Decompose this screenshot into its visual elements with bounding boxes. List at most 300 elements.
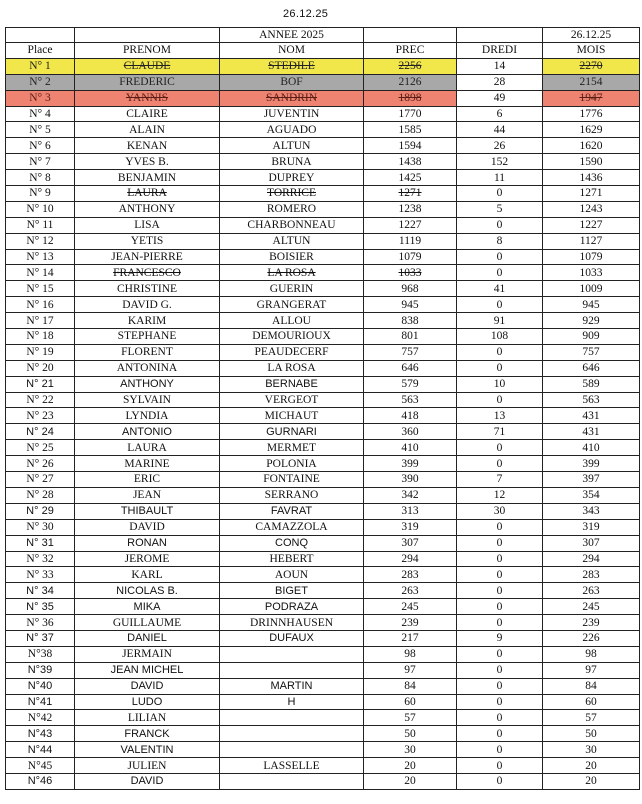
table-row <box>6 519 640 535</box>
cell-mois: 1776 <box>543 106 640 122</box>
cell-mois: 1271 <box>543 186 640 202</box>
table-row <box>6 360 640 376</box>
header-row-top <box>6 28 640 43</box>
cell-place: N° 31 <box>6 535 75 551</box>
cell-dredi: 0 <box>457 773 543 789</box>
cell-prenom: JEAN MICHEL <box>75 662 220 678</box>
table-row <box>6 138 640 154</box>
cell-mois: 319 <box>543 519 640 535</box>
table-row <box>6 344 640 360</box>
cell-nom: POLONIA <box>220 456 364 472</box>
cell-nom: CONQ <box>220 535 364 551</box>
cell-nom: VERGEOT <box>220 392 364 408</box>
cell-mois: 60 <box>543 694 640 710</box>
table-row <box>6 456 640 472</box>
cell-mois: 57 <box>543 710 640 726</box>
column-header-place: Place <box>6 43 75 59</box>
cell-nom: BOF <box>220 74 364 90</box>
cell-prec: 319 <box>364 519 457 535</box>
table-row <box>6 392 640 408</box>
cell-prenom: YETIS <box>75 233 220 249</box>
cell-place: N° 20 <box>6 360 75 376</box>
table-row <box>6 249 640 265</box>
cell-mois: 263 <box>543 583 640 599</box>
cell-nom: PODRAZA <box>220 599 364 615</box>
cell-place: N° 2 <box>6 74 75 90</box>
cell-nom: LASSELLE <box>220 758 364 774</box>
cell-mois: 20 <box>543 773 640 789</box>
cell-prec: 646 <box>364 360 457 376</box>
table-row <box>6 773 640 789</box>
cell-place: N° 25 <box>6 440 75 456</box>
cell-mois: 294 <box>543 551 640 567</box>
cell-dredi: 0 <box>457 456 543 472</box>
cell-mois: 563 <box>543 392 640 408</box>
cell-prenom: DAVID <box>75 773 220 789</box>
cell-prenom: ANTHONY <box>75 201 220 217</box>
cell-prec: 1079 <box>364 249 457 265</box>
table-row <box>6 742 640 758</box>
cell-prec: 84 <box>364 678 457 694</box>
cell-mois: 1243 <box>543 201 640 217</box>
cell-place: N° 11 <box>6 217 75 233</box>
cell-prenom: RONAN <box>75 535 220 551</box>
cell-prenom: JEAN <box>75 487 220 503</box>
cell-place: N° 24 <box>6 424 75 440</box>
cell-place: N°44 <box>6 742 75 758</box>
cell-dredi: 0 <box>457 567 543 583</box>
table-row <box>6 58 640 74</box>
cell-mois: 757 <box>543 344 640 360</box>
cell-nom: MICHAUT <box>220 408 364 424</box>
table-row <box>6 424 640 440</box>
cell-mois: 646 <box>543 360 640 376</box>
cell-dredi: 0 <box>457 186 543 202</box>
cell-nom: JUVENTIN <box>220 106 364 122</box>
table-row <box>6 567 640 583</box>
cell-prenom: YVES B. <box>75 154 220 170</box>
cell-prec: 2126 <box>364 74 457 90</box>
cell-prec: 1227 <box>364 217 457 233</box>
cell-mois: 1127 <box>543 233 640 249</box>
cell-prec: 1898 <box>364 90 457 106</box>
cell-prec: 98 <box>364 646 457 662</box>
cell-nom: BOISIER <box>220 249 364 265</box>
ranking-table <box>5 27 640 790</box>
cell-prec: 757 <box>364 344 457 360</box>
cell-prec: 410 <box>364 440 457 456</box>
cell-prenom: FRANCK <box>75 726 220 742</box>
cell-dredi: 0 <box>457 265 543 281</box>
cell-prenom: CHRISTINE <box>75 281 220 297</box>
cell-prenom: JULIEN <box>75 758 220 774</box>
table-row <box>6 440 640 456</box>
column-header-nom: NOM <box>220 43 364 59</box>
table-row <box>6 599 640 615</box>
cell-place: N° 21 <box>6 376 75 392</box>
cell-prec: 1594 <box>364 138 457 154</box>
cell-prec: 217 <box>364 630 457 646</box>
cell-prenom: DAVID <box>75 519 220 535</box>
cell-prec: 1770 <box>364 106 457 122</box>
cell-prenom: DAVID <box>75 678 220 694</box>
cell-prec: 245 <box>364 599 457 615</box>
cell-prec: 390 <box>364 472 457 488</box>
cell-place: N° 35 <box>6 599 75 615</box>
cell-place: N°40 <box>6 678 75 694</box>
cell-nom: BERNABE <box>220 376 364 392</box>
table-row <box>6 630 640 646</box>
cell-prec: 294 <box>364 551 457 567</box>
cell-dredi: 10 <box>457 376 543 392</box>
cell-dredi: 0 <box>457 440 543 456</box>
cell-prec: 801 <box>364 329 457 345</box>
cell-dredi: 0 <box>457 710 543 726</box>
table-row <box>6 472 640 488</box>
cell-prenom: LILIAN <box>75 710 220 726</box>
cell-prenom: LAURA <box>75 440 220 456</box>
cell-dredi: 71 <box>457 424 543 440</box>
cell-place: N° 37 <box>6 630 75 646</box>
cell-nom: PEAUDECERF <box>220 344 364 360</box>
cell-prec: 342 <box>364 487 457 503</box>
cell-nom <box>220 646 364 662</box>
table-row <box>6 694 640 710</box>
cell-prec: 1033 <box>364 265 457 281</box>
cell-prenom: ANTHONY <box>75 376 220 392</box>
cell-dredi: 0 <box>457 678 543 694</box>
cell-nom <box>220 726 364 742</box>
cell-nom: LA ROSA <box>220 360 364 376</box>
cell-dredi: 108 <box>457 329 543 345</box>
cell-prec: 563 <box>364 392 457 408</box>
cell-dredi: 0 <box>457 297 543 313</box>
cell-place: N° 12 <box>6 233 75 249</box>
cell-nom: CAMAZZOLA <box>220 519 364 535</box>
cell-nom: SERRANO <box>220 487 364 503</box>
table-row <box>6 710 640 726</box>
cell-place: N° 22 <box>6 392 75 408</box>
cell-prec: 1438 <box>364 154 457 170</box>
cell-prec: 239 <box>364 615 457 631</box>
cell-dredi: 0 <box>457 519 543 535</box>
table-row <box>6 297 640 313</box>
cell-mois: 397 <box>543 472 640 488</box>
cell-place: N°42 <box>6 710 75 726</box>
cell-place: N° 6 <box>6 138 75 154</box>
cell-prec: 307 <box>364 535 457 551</box>
cell-nom: DUPREY <box>220 170 364 186</box>
cell-dredi: 91 <box>457 313 543 329</box>
cell-nom: MERMET <box>220 440 364 456</box>
cell-mois: 2270 <box>543 58 640 74</box>
cell-dredi: 9 <box>457 630 543 646</box>
table-row <box>6 758 640 774</box>
cell-prec: 360 <box>364 424 457 440</box>
cell-prenom: ANTONINA <box>75 360 220 376</box>
cell-place: N°39 <box>6 662 75 678</box>
cell-dredi: 41 <box>457 281 543 297</box>
cell-dredi: 0 <box>457 742 543 758</box>
cell-mois: 589 <box>543 376 640 392</box>
cell-nom: DUFAUX <box>220 630 364 646</box>
cell-nom: BRUNA <box>220 154 364 170</box>
cell-mois: 307 <box>543 535 640 551</box>
cell-mois: 98 <box>543 646 640 662</box>
cell-mois: 945 <box>543 297 640 313</box>
table-row <box>6 217 640 233</box>
cell-mois: 354 <box>543 487 640 503</box>
cell-place: N° 13 <box>6 249 75 265</box>
cell-nom: GURNARI <box>220 424 364 440</box>
cell-prenom: KENAN <box>75 138 220 154</box>
cell-place: N°43 <box>6 726 75 742</box>
cell-prec: 57 <box>364 710 457 726</box>
cell-prenom: ERIC <box>75 472 220 488</box>
cell-dredi: 0 <box>457 726 543 742</box>
cell-nom <box>220 742 364 758</box>
cell-place: N°41 <box>6 694 75 710</box>
cell-nom: STEDILE <box>220 58 364 74</box>
cell-dredi: 44 <box>457 122 543 138</box>
cell-nom: GUERIN <box>220 281 364 297</box>
cell-mois: 431 <box>543 424 640 440</box>
cell-prenom: SYLVAIN <box>75 392 220 408</box>
cell-dredi: 8 <box>457 233 543 249</box>
cell-place: N° 36 <box>6 615 75 631</box>
cell-prenom: KARIM <box>75 313 220 329</box>
table-row <box>6 678 640 694</box>
cell-mois: 245 <box>543 599 640 615</box>
cell-prenom: STEPHANE <box>75 329 220 345</box>
cell-prec: 968 <box>364 281 457 297</box>
cell-prenom: CLAIRE <box>75 106 220 122</box>
cell-dredi: 12 <box>457 487 543 503</box>
cell-dredi: 0 <box>457 535 543 551</box>
table-row <box>6 535 640 551</box>
cell-dredi: 0 <box>457 599 543 615</box>
cell-dredi: 0 <box>457 758 543 774</box>
cell-nom: ALTUN <box>220 233 364 249</box>
cell-prenom: JERMAIN <box>75 646 220 662</box>
cell-prec: 263 <box>364 583 457 599</box>
cell-mois: 20 <box>543 758 640 774</box>
cell-mois: 97 <box>543 662 640 678</box>
cell-nom: ROMERO <box>220 201 364 217</box>
cell-prec: 50 <box>364 726 457 742</box>
cell-prenom: LYNDIA <box>75 408 220 424</box>
cell-prec: 1585 <box>364 122 457 138</box>
table-row <box>6 503 640 519</box>
cell-prec: 313 <box>364 503 457 519</box>
cell-mois: 1629 <box>543 122 640 138</box>
cell-mois: 30 <box>543 742 640 758</box>
cell-place: N° 7 <box>6 154 75 170</box>
cell-prec: 838 <box>364 313 457 329</box>
cell-place: N° 17 <box>6 313 75 329</box>
cell-place: N°46 <box>6 773 75 789</box>
cell-prec: 579 <box>364 376 457 392</box>
cell-prenom: DAVID G. <box>75 297 220 313</box>
header-empty-cell <box>6 28 75 43</box>
cell-prenom: MIKA <box>75 599 220 615</box>
cell-prenom: DANIEL <box>75 630 220 646</box>
cell-dredi: 0 <box>457 662 543 678</box>
cell-nom: HEBERT <box>220 551 364 567</box>
table-row <box>6 615 640 631</box>
cell-place: N° 3 <box>6 90 75 106</box>
cell-dredi: 13 <box>457 408 543 424</box>
table-row <box>6 583 640 599</box>
column-header-dredi: DREDI <box>457 43 543 59</box>
cell-prec: 945 <box>364 297 457 313</box>
cell-place: N° 26 <box>6 456 75 472</box>
cell-mois: 1620 <box>543 138 640 154</box>
cell-mois: 410 <box>543 440 640 456</box>
cell-nom: TORRICE <box>220 186 364 202</box>
cell-prec: 399 <box>364 456 457 472</box>
cell-prenom: LISA <box>75 217 220 233</box>
cell-prec: 1238 <box>364 201 457 217</box>
cell-nom: AGUADO <box>220 122 364 138</box>
table-row <box>6 646 640 662</box>
cell-prenom: JEAN-PIERRE <box>75 249 220 265</box>
header-empty-cell <box>364 28 457 43</box>
cell-place: N°45 <box>6 758 75 774</box>
cell-place: N° 8 <box>6 170 75 186</box>
column-header-prenom: PRENOM <box>75 43 220 59</box>
cell-dredi: 0 <box>457 646 543 662</box>
cell-mois: 84 <box>543 678 640 694</box>
cell-prenom: LAURA <box>75 186 220 202</box>
cell-dredi: 14 <box>457 58 543 74</box>
cell-dredi: 5 <box>457 201 543 217</box>
header-empty-cell <box>75 28 220 43</box>
cell-place: N° 23 <box>6 408 75 424</box>
table-row <box>6 201 640 217</box>
cell-dredi: 30 <box>457 503 543 519</box>
date-label: 26.12.25 <box>543 28 640 43</box>
cell-dredi: 11 <box>457 170 543 186</box>
cell-prec: 60 <box>364 694 457 710</box>
cell-place: N° 1 <box>6 58 75 74</box>
cell-place: N° 30 <box>6 519 75 535</box>
cell-mois: 226 <box>543 630 640 646</box>
cell-dredi: 0 <box>457 615 543 631</box>
cell-mois: 1947 <box>543 90 640 106</box>
cell-dredi: 6 <box>457 106 543 122</box>
cell-dredi: 0 <box>457 249 543 265</box>
cell-prenom: KARL <box>75 567 220 583</box>
cell-mois: 399 <box>543 456 640 472</box>
cell-prec: 20 <box>364 773 457 789</box>
cell-prec: 20 <box>364 758 457 774</box>
cell-prenom: ANTONIO <box>75 424 220 440</box>
table-row <box>6 408 640 424</box>
table-row <box>6 281 640 297</box>
cell-nom <box>220 773 364 789</box>
table-row <box>6 487 640 503</box>
cell-prenom: FLORENT <box>75 344 220 360</box>
cell-nom: DEMOURIOUX <box>220 329 364 345</box>
cell-place: N° 29 <box>6 503 75 519</box>
cell-nom: LA ROSA <box>220 265 364 281</box>
cell-prenom: YANNIS <box>75 90 220 106</box>
cell-place: N° 10 <box>6 201 75 217</box>
cell-mois: 1590 <box>543 154 640 170</box>
cell-nom: CHARBONNEAU <box>220 217 364 233</box>
cell-prec: 1425 <box>364 170 457 186</box>
table-row <box>6 551 640 567</box>
cell-dredi: 0 <box>457 360 543 376</box>
column-header-mois: MOIS <box>543 43 640 59</box>
cell-mois: 1079 <box>543 249 640 265</box>
cell-place: N° 5 <box>6 122 75 138</box>
table-row <box>6 170 640 186</box>
cell-nom <box>220 710 364 726</box>
cell-prec: 283 <box>364 567 457 583</box>
cell-prenom: THIBAULT <box>75 503 220 519</box>
cell-dredi: 0 <box>457 551 543 567</box>
table-row <box>6 90 640 106</box>
cell-dredi: 0 <box>457 392 543 408</box>
cell-place: N° 4 <box>6 106 75 122</box>
cell-place: N° 16 <box>6 297 75 313</box>
cell-mois: 1009 <box>543 281 640 297</box>
cell-mois: 50 <box>543 726 640 742</box>
cell-dredi: 0 <box>457 694 543 710</box>
header-empty-cell <box>457 28 543 43</box>
cell-prenom: FREDERIC <box>75 74 220 90</box>
cell-prec: 1119 <box>364 233 457 249</box>
cell-place: N°38 <box>6 646 75 662</box>
table-row <box>6 233 640 249</box>
cell-mois: 343 <box>543 503 640 519</box>
cell-prenom: GUILLAUME <box>75 615 220 631</box>
cell-prenom: JEROME <box>75 551 220 567</box>
cell-dredi: 28 <box>457 74 543 90</box>
cell-place: N° 19 <box>6 344 75 360</box>
table-row <box>6 186 640 202</box>
table-row <box>6 122 640 138</box>
cell-dredi: 7 <box>457 472 543 488</box>
cell-nom: BIGET <box>220 583 364 599</box>
cell-mois: 1227 <box>543 217 640 233</box>
cell-dredi: 0 <box>457 583 543 599</box>
cell-mois: 239 <box>543 615 640 631</box>
document-date: 26.12.25 <box>283 8 329 20</box>
table-row <box>6 313 640 329</box>
cell-nom: DRINNHAUSEN <box>220 615 364 631</box>
cell-prec: 418 <box>364 408 457 424</box>
cell-place: N° 27 <box>6 472 75 488</box>
cell-nom: FONTAINE <box>220 472 364 488</box>
table-row <box>6 329 640 345</box>
cell-dredi: 0 <box>457 217 543 233</box>
table-row <box>6 726 640 742</box>
cell-place: N° 9 <box>6 186 75 202</box>
table-row <box>6 106 640 122</box>
cell-place: N° 28 <box>6 487 75 503</box>
table-row <box>6 154 640 170</box>
cell-nom <box>220 662 364 678</box>
cell-place: N° 34 <box>6 583 75 599</box>
cell-mois: 1436 <box>543 170 640 186</box>
cell-prec: 97 <box>364 662 457 678</box>
cell-prec: 30 <box>364 742 457 758</box>
table-row <box>6 376 640 392</box>
cell-mois: 909 <box>543 329 640 345</box>
